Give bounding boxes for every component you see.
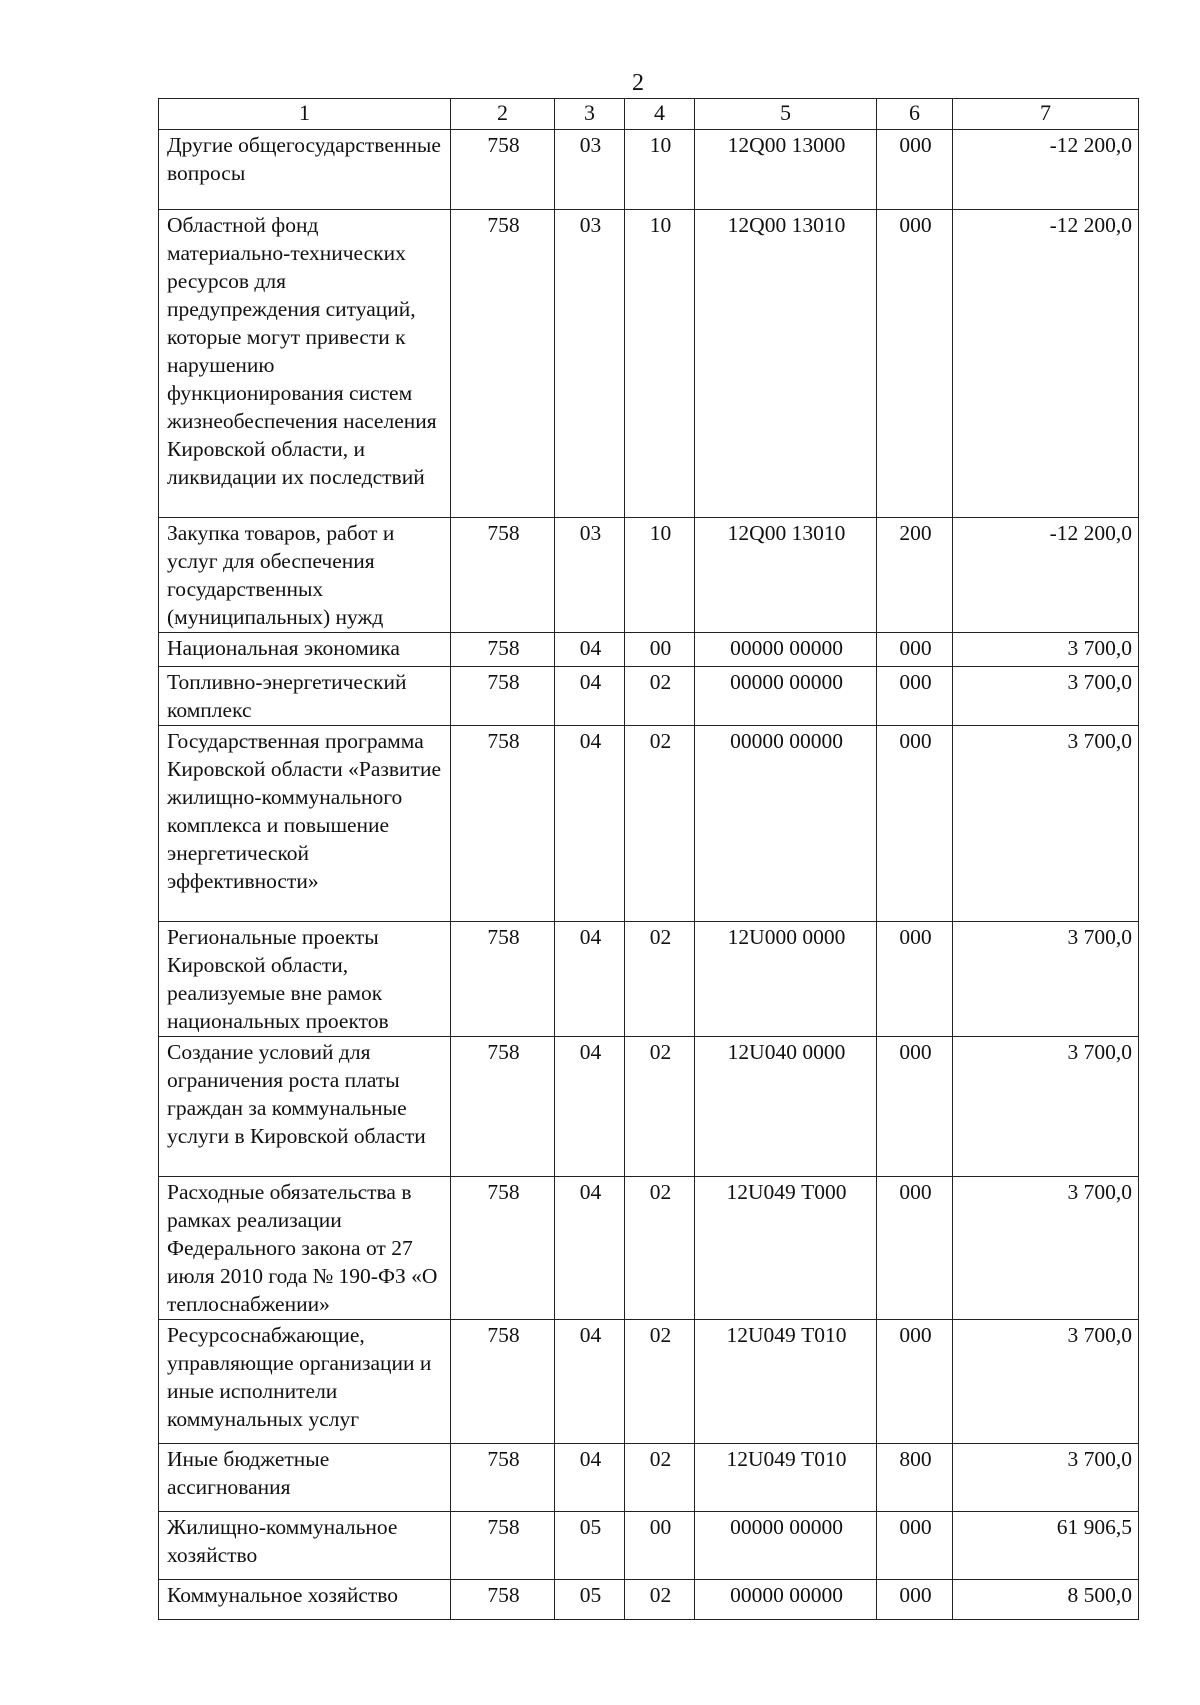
ministry-code-cell: 758 — [451, 1512, 555, 1580]
subsection-cell: 10 — [625, 518, 695, 633]
target-article-cell: 12Q00 13000 — [695, 130, 877, 210]
amount-cell: 3 700,0 — [953, 1177, 1139, 1320]
row-name-cell: Коммунальное хозяйство — [159, 1580, 451, 1620]
target-article-cell: 00000 00000 — [695, 633, 877, 667]
row-name-cell: Закупка товаров, работ и услуг для обеспечения государственных (муниципальных) нужд — [159, 518, 451, 633]
table-row — [159, 667, 1139, 726]
column-header: 7 — [953, 99, 1139, 130]
table-row — [159, 1580, 1139, 1620]
ministry-code-cell: 758 — [451, 130, 555, 210]
expense-type-cell: 000 — [877, 633, 953, 667]
amount-cell: 3 700,0 — [953, 633, 1139, 667]
subsection-cell: 10 — [625, 130, 695, 210]
row-name-cell: Ресурсоснабжающие, управляющие организации и иные исполнители коммунальных услуг — [159, 1320, 451, 1444]
target-article-cell: 12Q00 13010 — [695, 210, 877, 518]
target-article-cell: 12Q00 13010 — [695, 518, 877, 633]
subsection-cell: 02 — [625, 1444, 695, 1512]
ministry-code-cell: 758 — [451, 518, 555, 633]
table-row — [159, 726, 1139, 922]
expense-type-cell: 000 — [877, 210, 953, 518]
amount-cell: 61 906,5 — [953, 1512, 1139, 1580]
row-name-cell: Расходные обязательства в рамках реализации Федерального закона от 27 июля 2010 года № 190-ФЗ «О теплоснабжении» — [159, 1177, 451, 1320]
page-number: 2 — [632, 70, 644, 96]
amount-cell: 3 700,0 — [953, 1037, 1139, 1177]
target-article-cell: 00000 00000 — [695, 1512, 877, 1580]
row-name-cell: Другие общегосударственные вопросы — [159, 130, 451, 210]
subsection-cell: 02 — [625, 1580, 695, 1620]
budget-table — [158, 98, 1139, 1620]
table-row — [159, 922, 1139, 1037]
section-cell: 04 — [555, 633, 625, 667]
table-row — [159, 1037, 1139, 1177]
section-cell: 03 — [555, 210, 625, 518]
section-cell: 04 — [555, 726, 625, 922]
subsection-cell: 02 — [625, 1037, 695, 1177]
amount-cell: 3 700,0 — [953, 1320, 1139, 1444]
amount-cell: 3 700,0 — [953, 1444, 1139, 1512]
section-cell: 05 — [555, 1512, 625, 1580]
expense-type-cell: 000 — [877, 922, 953, 1037]
header-row — [159, 99, 1139, 130]
ministry-code-cell: 758 — [451, 726, 555, 922]
table-row — [159, 1177, 1139, 1320]
section-cell: 04 — [555, 667, 625, 726]
table-row — [159, 1444, 1139, 1512]
expense-type-cell: 000 — [877, 1320, 953, 1444]
column-header: 5 — [695, 99, 877, 130]
subsection-cell: 02 — [625, 726, 695, 922]
section-cell: 04 — [555, 1037, 625, 1177]
row-name-cell: Жилищно-коммунальное хозяйство — [159, 1512, 451, 1580]
target-article-cell: 00000 00000 — [695, 667, 877, 726]
amount-cell: 3 700,0 — [953, 667, 1139, 726]
column-header: 6 — [877, 99, 953, 130]
expense-type-cell: 800 — [877, 1444, 953, 1512]
expense-type-cell: 000 — [877, 1037, 953, 1177]
target-article-cell: 12U049 Т000 — [695, 1177, 877, 1320]
column-header: 3 — [555, 99, 625, 130]
target-article-cell: 12U049 Т010 — [695, 1320, 877, 1444]
expense-type-cell: 000 — [877, 667, 953, 726]
row-name-cell: Региональные проекты Кировской области, реализуемые вне рамок национальных проектов — [159, 922, 451, 1037]
amount-cell: 3 700,0 — [953, 726, 1139, 922]
amount-cell: 8 500,0 — [953, 1580, 1139, 1620]
ministry-code-cell: 758 — [451, 1320, 555, 1444]
subsection-cell: 00 — [625, 633, 695, 667]
table-row — [159, 1512, 1139, 1580]
amount-cell: -12 200,0 — [953, 210, 1139, 518]
expense-type-cell: 000 — [877, 130, 953, 210]
table-row — [159, 1320, 1139, 1444]
table-row — [159, 518, 1139, 633]
section-cell: 04 — [555, 1177, 625, 1320]
row-name-cell: Топливно-энергетический комплекс — [159, 667, 451, 726]
column-header: 1 — [159, 99, 451, 130]
section-cell: 04 — [555, 1444, 625, 1512]
ministry-code-cell: 758 — [451, 1037, 555, 1177]
amount-cell: 3 700,0 — [953, 922, 1139, 1037]
subsection-cell: 02 — [625, 1177, 695, 1320]
row-name-cell: Иные бюджетные ассигнования — [159, 1444, 451, 1512]
amount-cell: -12 200,0 — [953, 130, 1139, 210]
ministry-code-cell: 758 — [451, 210, 555, 518]
table-row — [159, 210, 1139, 518]
ministry-code-cell: 758 — [451, 633, 555, 667]
subsection-cell: 00 — [625, 1512, 695, 1580]
target-article-cell: 00000 00000 — [695, 1580, 877, 1620]
target-article-cell: 12U040 0000 — [695, 1037, 877, 1177]
row-name-cell: Государственная программа Кировской области «Развитие жилищно-коммунального комплекса и повышение энергетической эффективности» — [159, 726, 451, 922]
section-cell: 04 — [555, 1320, 625, 1444]
ministry-code-cell: 758 — [451, 1580, 555, 1620]
ministry-code-cell: 758 — [451, 667, 555, 726]
target-article-cell: 12U000 0000 — [695, 922, 877, 1037]
subsection-cell: 02 — [625, 667, 695, 726]
subsection-cell: 10 — [625, 210, 695, 518]
section-cell: 03 — [555, 518, 625, 633]
section-cell: 03 — [555, 130, 625, 210]
expense-type-cell: 000 — [877, 1512, 953, 1580]
expense-type-cell: 000 — [877, 726, 953, 922]
section-cell: 04 — [555, 922, 625, 1037]
ministry-code-cell: 758 — [451, 1444, 555, 1512]
section-cell: 05 — [555, 1580, 625, 1620]
subsection-cell: 02 — [625, 1320, 695, 1444]
target-article-cell: 00000 00000 — [695, 726, 877, 922]
expense-type-cell: 200 — [877, 518, 953, 633]
row-name-cell: Создание условий для ограничения роста платы граждан за коммунальные услуги в Кировской области — [159, 1037, 451, 1177]
table-row — [159, 130, 1139, 210]
table-row — [159, 633, 1139, 667]
column-header: 4 — [625, 99, 695, 130]
expense-type-cell: 000 — [877, 1580, 953, 1620]
column-header: 2 — [451, 99, 555, 130]
row-name-cell: Национальная экономика — [159, 633, 451, 667]
amount-cell: -12 200,0 — [953, 518, 1139, 633]
subsection-cell: 02 — [625, 922, 695, 1037]
expense-type-cell: 000 — [877, 1177, 953, 1320]
target-article-cell: 12U049 Т010 — [695, 1444, 877, 1512]
ministry-code-cell: 758 — [451, 922, 555, 1037]
ministry-code-cell: 758 — [451, 1177, 555, 1320]
row-name-cell: Областной фонд материально-технических ресурсов для предупреждения ситуаций, которые могут привести к нарушению функционирования систем жизнеобеспечения населения Кировской области, и ликвидации их последствий — [159, 210, 451, 518]
